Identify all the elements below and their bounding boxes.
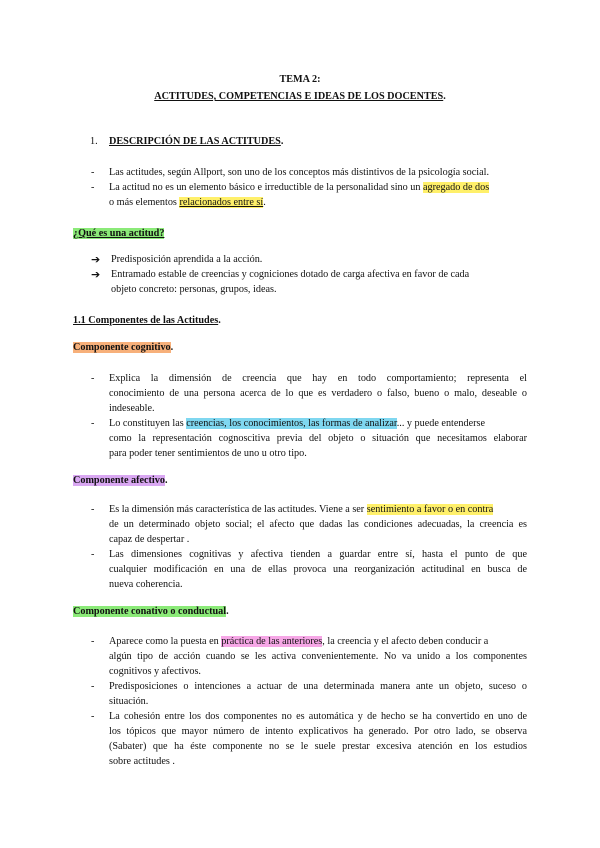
intro-bullet-2 [109,180,489,196]
bullet-dash: - [91,636,95,647]
conativo-heading [73,604,229,620]
highlight-blue: creencias, los conocimientos, las formas de analizar [186,418,397,429]
bullet-dash: - [91,182,95,193]
arrow-item-2-line2: objeto concreto: personas, grupos, ideas. [111,284,277,295]
highlight-pink: práctica de las anteriores [221,636,323,647]
intro-bullet-2-line2-pre: o más elementos [109,197,180,208]
bullet-dash: - [91,711,95,722]
afectivo-b2-line2: cualquier modificación en una de ellas provoca una reorganización actitudinal en busca de [109,564,527,575]
subsection-heading [73,313,221,329]
conativo-b1-post: , la creencia y el afecto deben conducir a [322,636,489,647]
bullet-dash: - [91,681,95,692]
cognitivo-b1-line3: indeseable. [109,403,155,414]
subsection-text: 1.1 Componentes de las Actitudes [73,315,219,326]
highlight-yellow: sentimiento a favor o en contra [366,504,494,515]
cognitivo-suffix: . [170,342,174,353]
cognitivo-b2-line2: como la representación cognoscitiva previa del objeto o situación que necesitamos elaborar [109,433,527,444]
afectivo-suffix: . [164,475,168,486]
highlight-yellow: relacionados entre sí [179,197,264,208]
arrow-bullet-icon: ➔ [91,268,101,281]
question-heading [73,226,164,242]
cognitivo-b1-line1: Explica la dimensión de creencia que hay en todo comportamiento; representa el [109,373,527,384]
subsection-suffix: . [218,315,221,326]
afectivo-label: Componente afectivo [73,475,165,486]
afectivo-heading [73,473,168,489]
conativo-b1-line1 [109,634,488,650]
bullet-dash: - [91,418,95,429]
afectivo-b1-line2: de un determinado objeto social; el afecto que dadas las condiciones adecuadas, la creencia es [109,519,527,530]
conativo-b1-line2: algún tipo de acción cuando se les activa convenientemente. No va unido a los componentes [109,651,527,662]
conativo-b2-line2: situación. [109,696,149,707]
bullet-dash: - [91,373,95,384]
cognitivo-b2-post: ... y puede entenderse [396,418,485,429]
conativo-b3-line3: (Sabater) que ha éste componente no se le suele prestar excesiva atención en los estudios [109,741,527,752]
intro-bullet-2-line2-post: . [263,197,266,208]
section-number: 1. [90,136,98,147]
conativo-b2-line1: Predisposiciones o intenciones a actuar de una determinada manera ante un objeto, suceso o [109,681,527,692]
intro-bullet-2-line2 [109,195,266,211]
afectivo-b1-line1 [109,502,493,518]
arrow-item-2: Entramado estable de creencias y cogniciones dotado de carga afectiva en favor de cada [111,269,470,280]
afectivo-b2-line1: Las dimensiones cognitivas y afectiva tienden a guardar entre sí, hasta el punto de que [109,549,527,560]
conativo-suffix: . [226,606,229,617]
document-title: TEMA 2: [279,74,321,85]
bullet-dash: - [91,504,95,515]
cognitivo-heading [73,340,173,356]
bullet-dash: - [91,549,95,560]
document-subtitle [0,89,600,105]
cognitivo-b1-line2: conocimiento de una persona acerca de lo que es verdadero o falso, bueno o malo, deseable o [109,388,527,399]
cognitivo-label: Componente cognitivo [73,342,171,353]
intro-bullet-1: Las actitudes, según Allport, son uno de los conceptos más distintivos de la psicología social. [109,167,489,178]
cognitivo-b2-line3: para poder tener sentimientos de uno u otro tipo. [109,448,307,459]
arrow-bullet-icon: ➔ [91,253,101,266]
afectivo-b1-line3: capaz de despertar . [109,534,190,545]
conativo-b3-line4: sobre actitudes . [109,756,175,767]
conativo-label: Componente conativo o conductual [73,606,227,617]
bullet-dash: - [91,167,95,178]
afectivo-b1-pre: Es la dimensión más característica de las actitudes. Viene a ser [109,504,367,515]
conativo-b3-line1: La cohesión entre los dos componentes no es automática y de hecho se ha convertido en uno de [109,711,527,722]
section-heading-suffix: . [280,136,284,147]
intro-bullet-2-pre: La actitud no es un elemento básico e irreductible de la personalidad sino un [109,182,424,193]
subtitle-suffix: . [443,91,446,102]
conativo-b1-line3: cognitivos y afectivos. [109,666,201,677]
subtitle-text: ACTITUDES, COMPETENCIAS E IDEAS DE LOS DOCENTES [154,91,444,102]
highlight-yellow: agregado de dos [423,182,490,193]
section-heading-text: DESCRIPCIÓN DE LAS ACTITUDES [109,136,281,147]
conativo-b3-line2: los tópicos que mayor número de intento explicativos ha generado. Por otro lado, se observa [109,726,527,737]
conativo-b1-pre: Aparece como la puesta en [109,636,222,647]
section-heading [109,134,283,150]
arrow-item-1: Predisposición aprendida a la acción. [111,254,263,265]
question-text: ¿Qué es una actitud? [73,228,165,239]
cognitivo-b2-pre: Lo constituyen las [109,418,187,429]
cognitivo-b2-line1 [109,416,485,432]
afectivo-b2-line3: nueva coherencia. [109,579,183,590]
